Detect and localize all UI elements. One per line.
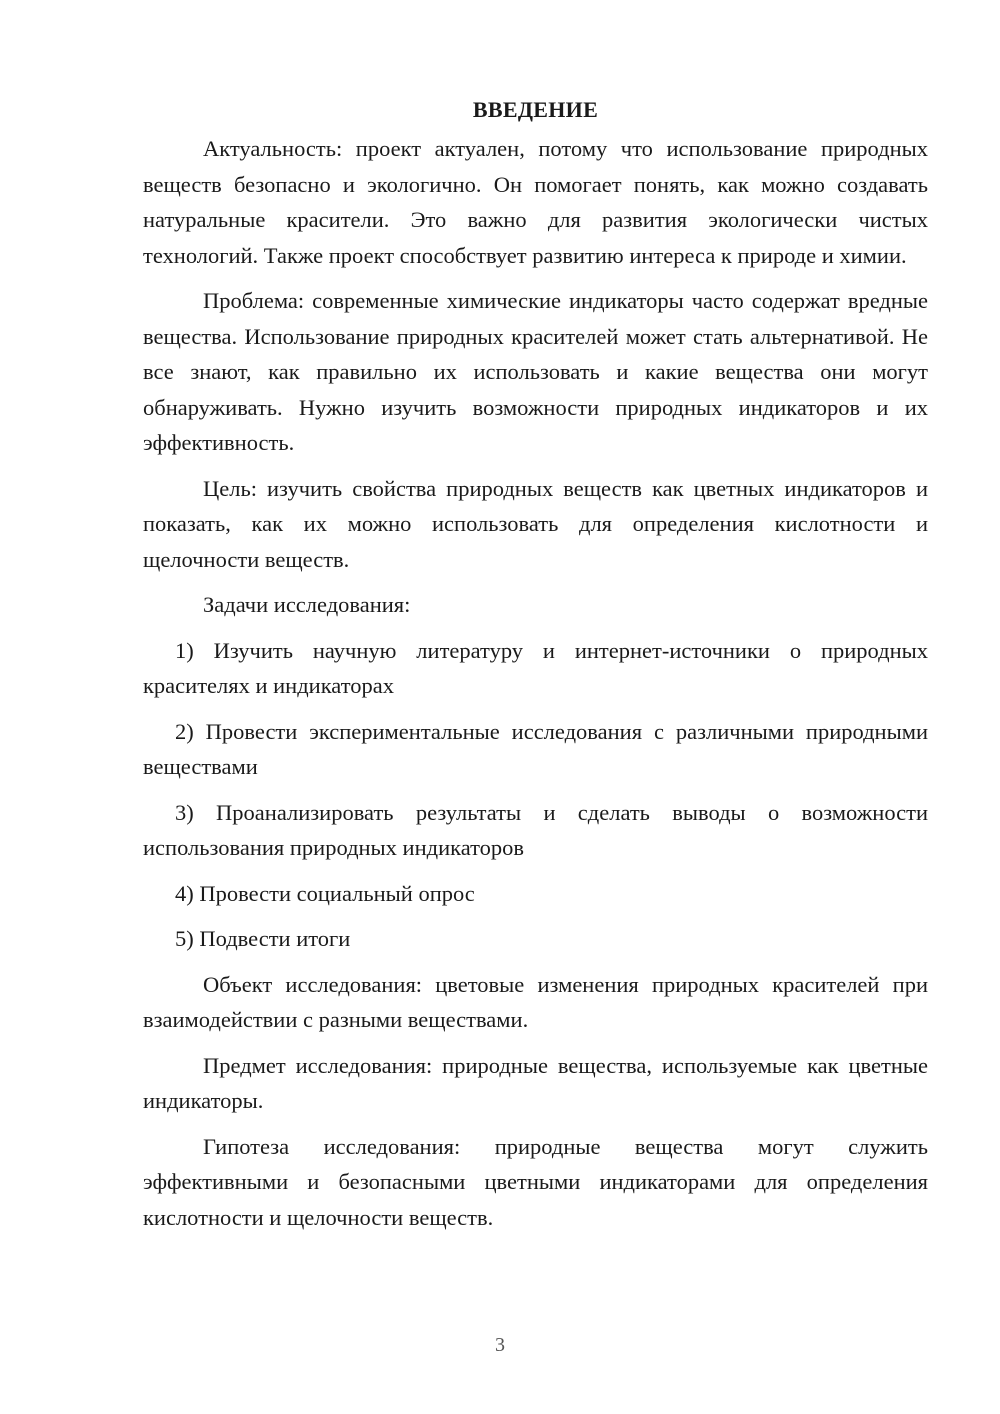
paragraph-problem: Проблема: современные химические индикаторы часто содержат вредные вещества. Использование природных красителей может стать альтернативой. Не все знают, как правильно их использовать и какие вещества они могут обнаруживать. Нужно изучить возможности природных индикаторов и их эффективность. (143, 288, 928, 455)
task-item-5: 5) Подвести итоги (175, 926, 351, 951)
task-item-3: 3) Проанализировать результаты и сделать выводы о возможности использования природных индикаторов (143, 799, 928, 860)
document-page (143, 95, 928, 1245)
paragraph-object: Объект исследования: цветовые изменения природных красителей при взаимодействии с разными веществами. (143, 971, 928, 1032)
task-item-4: 4) Провести социальный опрос (175, 880, 475, 906)
section-heading: ВВЕДЕНИЕ (472, 97, 599, 122)
page-number: 3 (495, 1334, 505, 1356)
paragraph-hypothesis: Гипотеза исследования: природные вещества могут служить эффективными и безопасными цветными индикаторами для определения кислотности и щелочности веществ. (143, 1133, 928, 1230)
paragraph-subject: Предмет исследования: природные вещества, используемые как цветные индикаторы. (143, 1052, 928, 1113)
task-item-1: 1) Изучить научную литературу и интернет-источники о природных красителях и индикаторах (143, 637, 928, 698)
task-item-2: 2) Провести экспериментальные исследования с различными природными веществами (143, 718, 928, 779)
tasks-heading: Задачи исследования: (203, 592, 411, 617)
paragraph-goal: Цель: изучить свойства природных веществ как цветных индикаторов и показать, как их можно использовать для определения кислотности и щелочности веществ. (143, 475, 928, 572)
paragraph-relevance: Актуальность: проект актуален, потому что использование природных веществ безопасно и экологично. Он помогает понять, как можно создавать натуральные красители. Это важно для развития экологически чистых технологий. Также проект способствует развитию интереса к природе и химии. (143, 136, 928, 268)
